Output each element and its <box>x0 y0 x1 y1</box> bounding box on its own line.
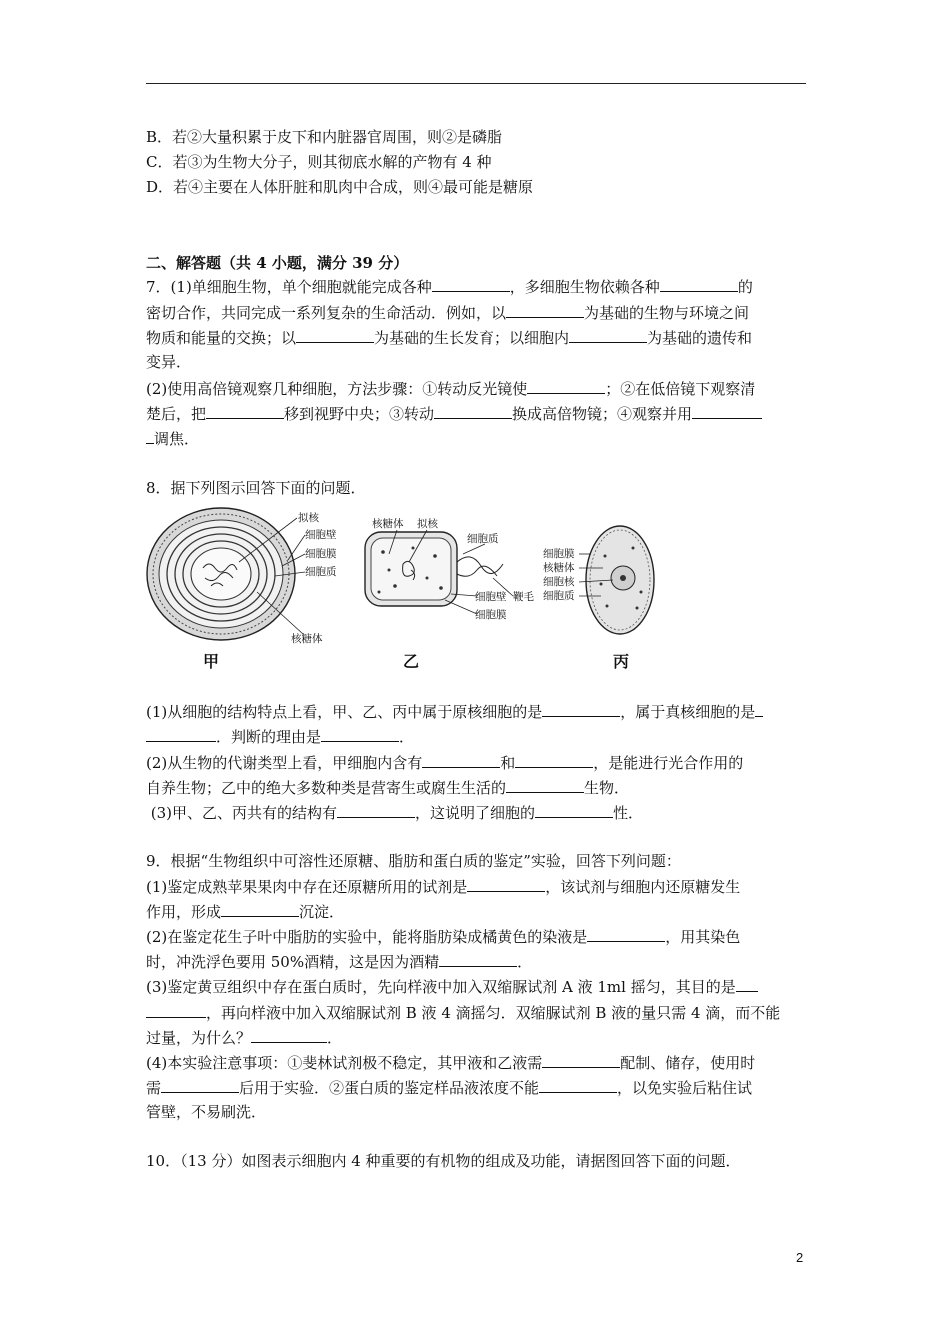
q8-stem: 8．据下列图示回答下面的问题． <box>146 479 366 497</box>
answer-blank[interactable] <box>692 403 762 419</box>
q9-line5: (3)鉴定黄豆组织中存在蛋白质时，先向样液中加入双缩脲试剂 A 液 1ml 摇匀，其目的是 <box>146 976 758 997</box>
header-rule <box>146 83 806 84</box>
q10-stem: 10．（13 分）如图表示细胞内 4 种重要的有机物的组成及功能，请据图回答下面的问题． <box>146 1152 741 1170</box>
answer-blank[interactable] <box>539 1077 617 1093</box>
answer-blank[interactable] <box>146 726 216 742</box>
q9-stem: 9．根据“生物组织中可溶性还原糖、脂肪和蛋白质的鉴定”实验，回答下列问题： <box>146 852 681 870</box>
label-b-ribosome: 核糖体 <box>372 518 404 530</box>
label-c-cytoplasm: 细胞质 <box>543 590 575 602</box>
answer-blank[interactable] <box>146 1002 206 1018</box>
q7-line5: (2)使用高倍镜观察几种细胞，方法步骤：①转动反光镜使 ；②在低倍镜下观察清 <box>146 380 756 398</box>
answer-blank[interactable] <box>660 276 738 292</box>
label-a-nucleoid: 拟核 <box>298 512 319 524</box>
answer-blank[interactable] <box>569 327 647 343</box>
label-c-cell-membrane: 细胞膜 <box>543 548 575 560</box>
label-a-ribosome: 核糖体 <box>291 633 323 645</box>
cell-c <box>543 526 654 671</box>
q9-line1: (1)鉴定成熟苹果果肉中存在还原糖所用的试剂是 ，该试剂与细胞内还原糖发生 <box>146 878 741 896</box>
q7-line2: 密切合作，共同完成一系列复杂的生命活动．例如，以 为基础的生物与环境之间 <box>146 304 750 322</box>
answer-blank[interactable] <box>506 302 584 318</box>
caption-a: 甲 <box>203 652 220 671</box>
answer-blank[interactable] <box>535 802 613 818</box>
cell-b <box>365 517 534 671</box>
q7-line3: 物质和能量的交换；以 为基础的生长发育；以细胞内 为基础的遗传和 <box>146 329 753 347</box>
q8-line5: (3)甲、乙、丙共有的结构有 ，这说明了细胞的 性． <box>146 804 644 822</box>
answer-blank[interactable] <box>161 1077 239 1093</box>
answer-blank[interactable] <box>736 976 758 992</box>
label-b-nucleoid: 拟核 <box>417 518 438 530</box>
answer-blank[interactable] <box>206 403 284 419</box>
answer-blank[interactable] <box>542 701 620 717</box>
label-b-cell-wall: 细胞壁 <box>475 591 507 603</box>
answer-blank[interactable] <box>432 276 510 292</box>
label-a-cell-wall: 细胞壁 <box>305 529 337 541</box>
q7-line4: 变异． <box>146 353 192 371</box>
answer-blank[interactable] <box>321 726 399 742</box>
label-a-cell-membrane: 细胞膜 <box>305 548 337 560</box>
label-c-ribosome: 核糖体 <box>543 562 575 574</box>
cell-diagram-figure <box>145 496 655 674</box>
q9-line10: 管壁，不易刷洗． <box>146 1103 267 1121</box>
q9-line9: 需 后用于实验．②蛋白质的鉴定样品液浓度不能 ，以免实验后粘住试 <box>146 1079 753 1097</box>
label-b-cytoplasm: 细胞质 <box>467 533 499 545</box>
q9-line2: 作用，形成 沉淀． <box>146 903 345 921</box>
q9-line3: (2)在鉴定花生子叶中脂肪的实验中，能将脂肪染成橘黄色的染液是 ，用其染色 <box>146 928 741 946</box>
q8-line4: 自养生物；乙中的绝大多数种类是营寄生或腐生生活的 生物． <box>146 779 630 797</box>
answer-blank[interactable] <box>527 378 605 394</box>
caption-c: 丙 <box>613 652 630 671</box>
answer-blank[interactable] <box>251 1027 327 1043</box>
label-c-nucleus: 细胞核 <box>543 576 575 588</box>
answer-blank[interactable] <box>506 777 584 793</box>
q9-line7: 过量，为什么？ ． <box>146 1029 343 1047</box>
section-heading: 二、解答题（共 4 小题，满分 39 分） <box>146 254 409 272</box>
answer-blank[interactable] <box>146 428 154 444</box>
label-a-cytoplasm: 细胞质 <box>305 566 337 578</box>
q9-line6: ，再向样液中加入双缩脲试剂 B 液 4 滴摇匀．双缩脲试剂 B 液的量只需 4 滴，而不能 <box>146 1002 780 1023</box>
answer-blank[interactable] <box>467 876 545 892</box>
q9-line8: (4)本实验注意事项：①斐林试剂极不稳定，其甲液和乙液需 配制、储存，使用时 <box>146 1054 756 1072</box>
q8-line2: ．判断的理由是 ． <box>146 726 414 747</box>
answer-blank[interactable] <box>542 1052 620 1068</box>
answer-blank[interactable] <box>587 926 665 942</box>
q8-line1: (1)从细胞的结构特点上看，甲、乙、丙中属于原核细胞的是 ，属于真核细胞的是 <box>146 701 763 722</box>
option-b: B．若②大量积累于皮下和内脏器官周围，则②是磷脂 <box>146 128 503 146</box>
answer-blank[interactable] <box>515 752 593 768</box>
q7-line6: 楚后，把 移到视野中央；③转动 换成高倍物镜；④观察并用 <box>146 403 762 424</box>
q9-line4: 时，冲洗浮色要用 50%酒精，这是因为酒精 ． <box>146 953 533 971</box>
answer-blank[interactable] <box>434 403 512 419</box>
q7-line1: 7．(1)单细胞生物，单个细胞就能完成各种 ，多细胞生物依赖各种 的 <box>146 278 753 296</box>
answer-blank[interactable] <box>439 951 517 967</box>
answer-blank[interactable] <box>755 701 763 717</box>
answer-blank[interactable] <box>221 901 299 917</box>
cell-a <box>147 508 337 671</box>
label-b-flagellum: 鞭毛 <box>513 591 534 603</box>
answer-blank[interactable] <box>422 752 500 768</box>
answer-blank[interactable] <box>337 802 415 818</box>
option-c: C．若③为生物大分子，则其彻底水解的产物有 4 种 <box>146 153 492 171</box>
answer-blank[interactable] <box>296 327 374 343</box>
label-b-cell-membrane: 细胞膜 <box>475 609 507 621</box>
q8-line3: (2)从生物的代谢类型上看，甲细胞内含有 和 ，是能进行光合作用的 <box>146 754 744 772</box>
option-d: D．若④主要在人体肝脏和肌肉中合成，则④最可能是糖原 <box>146 178 534 196</box>
q7-line7: 调焦． <box>146 428 199 449</box>
page-number: 2 <box>796 1250 804 1265</box>
caption-b: 乙 <box>403 652 420 671</box>
